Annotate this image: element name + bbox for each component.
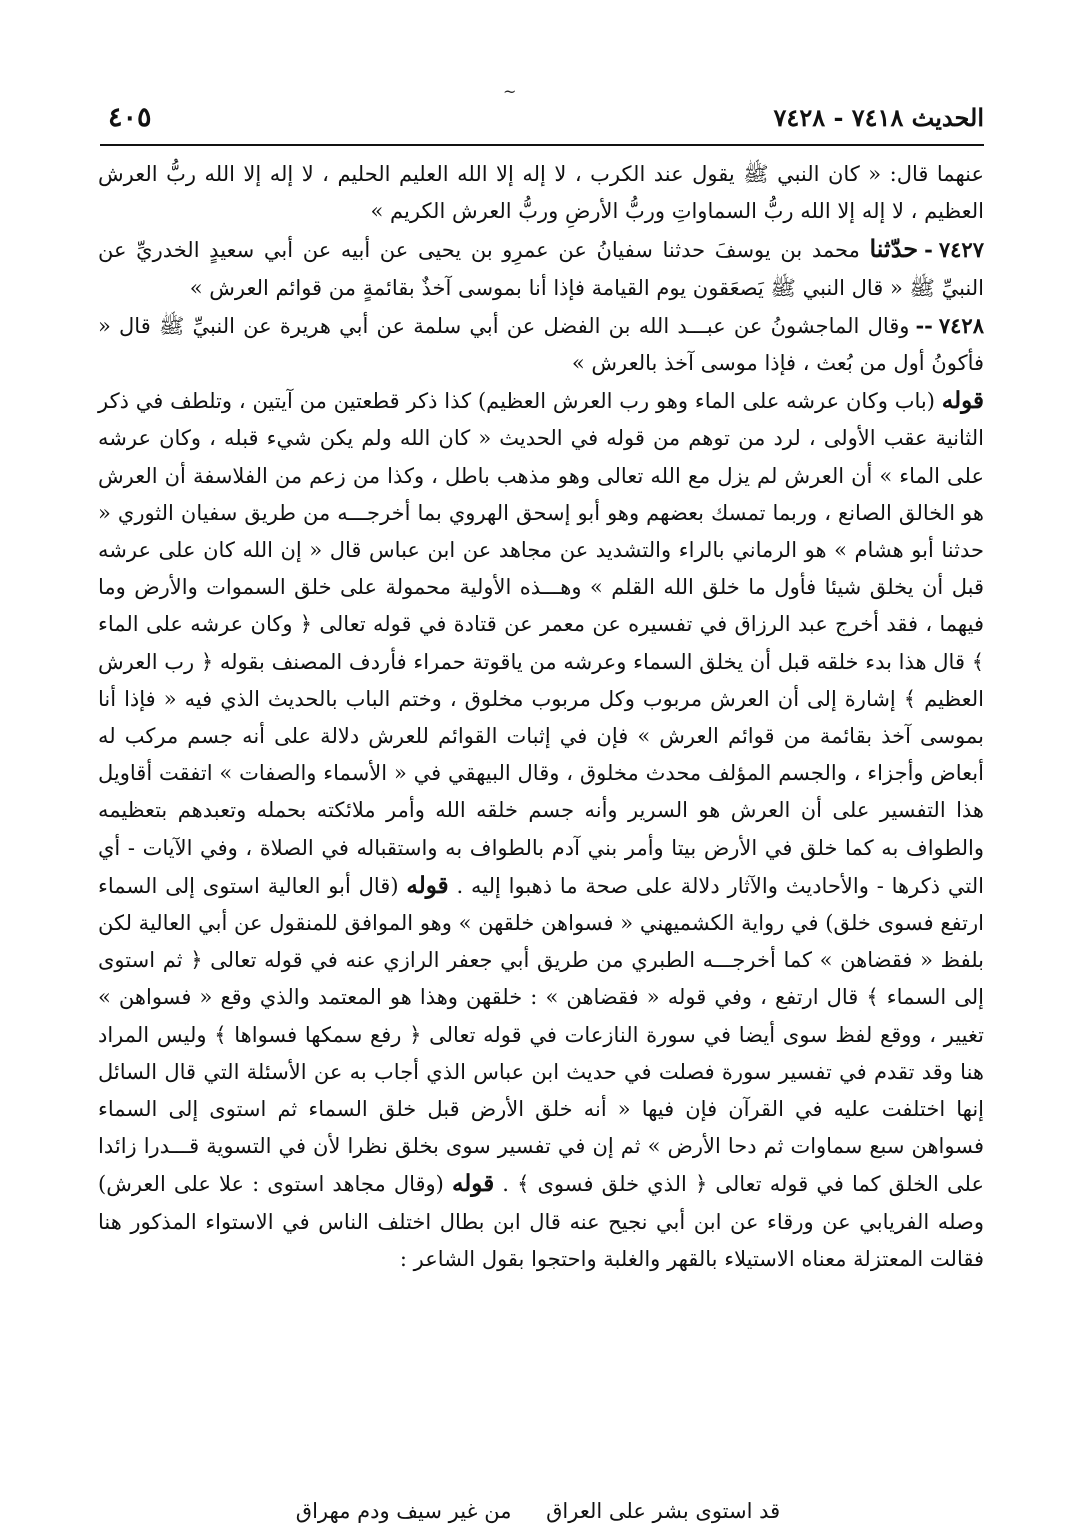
commentary <box>98 382 984 1278</box>
hadith-7427 <box>98 230 984 306</box>
hadith-text: محمد بن يوسفَ حدثنا سفيانُ عن عمرِو بن يحيى عن أبيه عن أبي سعيدٍ الخدريِّ عن النبيِّ ﷺ « قال النبي ﷺ يَصعَقون يوم القيامة فإذا أنا بموسى آخذٌ بقائمةٍ من قوائم العرش » <box>98 238 984 300</box>
haddathana-word: حدّثنا <box>869 234 919 264</box>
hadith-text: وقال الماجشونُ عن عبـــد الله بن الفضل عن أبي سلمة عن أبي هريرة عن النبيِّ ﷺ قال « فأكونُ أول من بُعث ، فإذا موسى آخذ بالعرش » <box>98 313 984 376</box>
header-rule <box>100 144 984 146</box>
verse-second-hemistich: من غير سيف ودم مهراق <box>295 1499 512 1523</box>
hadith-7426-tail: عنهما قال: « كان النبي ﷺ يقول عند الكرب ، لا إله إلا الله العليم الحليم ، لا إله إلا الله ربُّ العرش العظيم ، لا إله إلا الله ربُّ السماواتِ وربُّ الأرضِ وربُّ العرش الكريم » <box>98 162 984 224</box>
hadith-dash: -- <box>915 312 933 338</box>
commentary-text-2: (قال أبو العالية استوى إلى السماء ارتفع فسوى خلق) في رواية الكشميهني « فسواهن خلقهن » وهو الموافق للمنقول عن أبي العالية لكن بلفظ « فقضاهن » كما أخرجـــه الطبري من طريق أبي جعفر الرازي عنه في قوله تعالى ﴿ ثم استوى إلى السماء ﴾ قال ارتفع ، وفي قوله « فقضاهن » : خلقهن وهذا هو المعتمد والذي وقع « فسواهن » تغيير ، ووقع لفظ سوى أيضا في سورة النازعات في قوله تعالى ﴿ رفع سمكها فسواها ﴾ وليس المراد هنا وقد تقدم في تفسير سورة فصلت في حديث ابن عباس الذي أجاب به عن الأسئلة التي قال السائل إنها اختلفت عليه في القرآن فإن فيها « أنه خلق الأرض قبل خلق السماء ثم استوى إلى السماء فسواهن سبع سماوات ثم دحا الأرض » ثم إن في تفسير سوى بخلق نظرا لأن في التسوية قـــدرا زائدا على الخلق كما في قوله تعالى ﴿ الذي خلق فسوى ﴾ . <box>98 873 984 1197</box>
commentary-keyword: قوله <box>941 387 984 415</box>
running-header <box>108 98 984 142</box>
poetry-verse <box>160 1493 916 1529</box>
hadith-number: ٧٤٢٧ <box>938 237 984 263</box>
hadith-dash: - <box>924 237 933 263</box>
page-number: ٤٠٥ <box>108 102 152 133</box>
verse-first-hemistich: قد استوى بشر على العراق <box>546 1499 781 1523</box>
commentary-text-3: (وقال مجاهد استوى : علا على العرش) وصله الفريابي عن ورقاء عن ابن أبي نجيح عنه قال ابن بطال اختلف الناس في الاستواء المذكور هنا فقالت المعتزلة معناه الاستيلاء بالقهر والغلبة واحتجوا بقول الشاعر : <box>98 1172 984 1271</box>
commentary-keyword: قوله <box>406 871 449 899</box>
main-text <box>98 156 984 1278</box>
top-mark: ~ <box>503 82 517 101</box>
commentary-keyword: قوله <box>451 1170 495 1198</box>
hadith-number: ٧٤٢٨ <box>938 312 984 338</box>
commentary-text-1: (باب وكان عرشه على الماء وهو رب العرش العظيم) كذا ذكر قطعتين من آيتين ، وتلطف في ذكر الثانية عقب الأولى ، لرد من توهم من قوله في الحديث « كان الله ولم يكن شيء قبله ، وكان عرشه على الماء » أن العرش لم يزل مع الله تعالى وهو مذهب باطل ، وكذا من زعم من الفلاسفة أن العرش هو الخالق الصانع ، وربما تمسك بعضهم وهو أبو إسحق الهروي بما أخرجـــه من طريق سفيان الثوري « حدثنا أبو هشام » هو الرماني بالراء والتشديد عن مجاهد عن ابن عباس قال « إن الله كان على عرشه قبل أن يخلق شيئا فأول ما خلق الله القلم » وهـــذه الأولية محمولة على خلق السموات والأرض وما فيهما ، فقد أخرج عبد الرزاق في تفسيره عن معمر عن قتادة في قوله تعالى ﴿ وكان عرشه على الماء ﴾ قال هذا بدء خلقه قبل أن يخلق السماء وعرشه من ياقوتة حمراء فأردف المصنف بقوله ﴿ رب العرش العظيم ﴾ إشارة إلى أن العرش مربوب وكل مربوب مخلوق ، وختم الباب بالحديث الذي فيه « فإذا أنا بموسى آخذ بقائمة من قوائم العرش » فإن في إثبات القوائم للعرش دلالة على أنه جسم مركب له أبعاض وأجزاء ، والجسم المؤلف محدث مخلوق ، وقال البيهقي في « الأسماء والصفات » اتفقت أقاويل هذا التفسير على أن العرش هو السرير وأنه جسم خلقه الله وأمر ملائكته بحمله وتعبدهم بتعظيمه والطواف به كما خلق في الأرض بيتا وأمر بني آدم بالطواف به واستقباله في الصلاة ، وفي الآيات - أي التي ذكرها - والأحاديث والآثار دلالة على صحة ما ذهبوا إليه . <box>98 389 984 898</box>
hadith-7428 <box>98 307 984 382</box>
hadith-range: الحديث ٧٤١٨ - ٧٤٢٨ <box>773 103 984 132</box>
